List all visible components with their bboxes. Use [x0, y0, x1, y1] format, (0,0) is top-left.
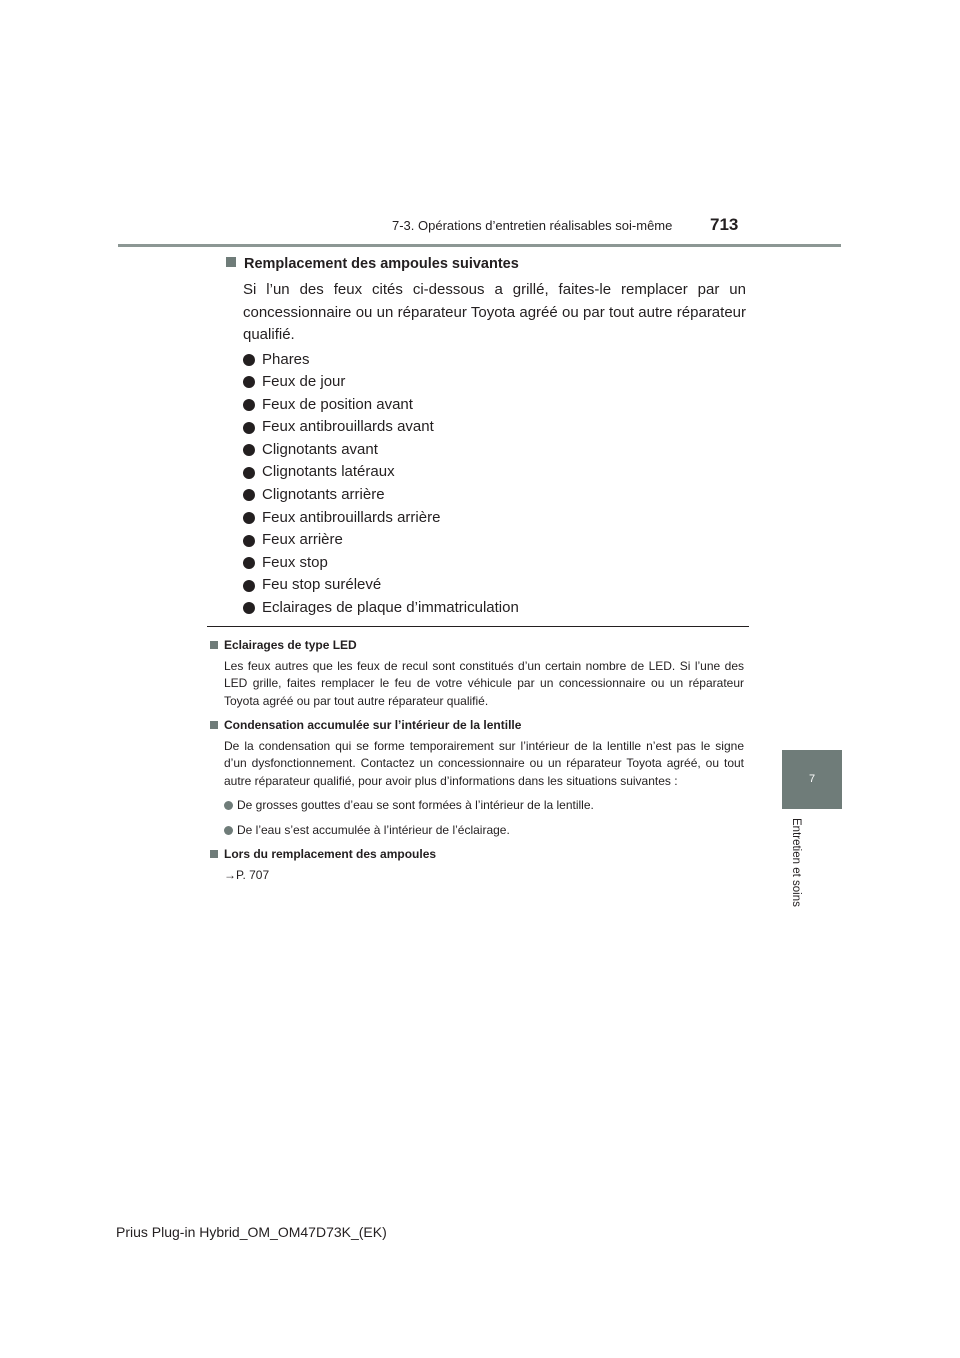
- note-heading-replacement: Lors du remplacement des ampoules: [210, 846, 744, 864]
- bullet-icon: [243, 376, 255, 388]
- header-section-title: 7-3. Opérations d’entretien réalisables soi-même: [392, 218, 673, 233]
- list-item: Feux antibrouillards arrière: [243, 507, 746, 530]
- page-number: 713: [710, 215, 739, 234]
- list-item: Feux de jour: [243, 371, 746, 394]
- list-item: Eclairages de plaque d’immatriculation: [243, 597, 746, 620]
- list-item: Feux arrière: [243, 529, 746, 552]
- bullet-icon: [243, 535, 255, 547]
- list-item: Feux de position avant: [243, 394, 746, 417]
- list-item: Feu stop surélevé: [243, 574, 746, 597]
- intro-paragraph: Si l’un des feux cités ci-dessous a grillé, faites-le remplacer par un concessionnaire ou un réparateur Toyota agréé ou par tout autre réparateur qualifié.: [243, 281, 746, 343]
- note-heading-led: Eclairages de type LED: [210, 637, 744, 655]
- square-bullet-icon: [210, 850, 218, 858]
- note-list-item: De grosses gouttes d’eau se sont formées à l’intérieur de la lentille.: [224, 797, 744, 815]
- note-body-condensation: De la condensation qui se forme temporairement sur l’intérieur de la lentille n’est pas le signe d’un dysfonctionnement. Contactez un concessionnaire ou un réparateur Toyota agréé, ou tout autre réparateur qualifié, pour avoir plus d’informations dans les situations suivantes :: [224, 738, 744, 788]
- main-section: [226, 254, 746, 620]
- section-divider: [207, 626, 749, 627]
- list-item: Feux stop: [243, 552, 746, 575]
- list-item: Feux antibrouillards avant: [243, 416, 746, 439]
- bullet-icon: [243, 444, 255, 456]
- bullet-icon: [243, 354, 255, 366]
- header-rule: [118, 244, 841, 247]
- page-reference-link[interactable]: →P. 707: [224, 867, 270, 882]
- section-heading: [226, 254, 746, 279]
- note-list-item: De l’eau s’est accumulée à l’intérieur de l’éclairage.: [224, 822, 744, 840]
- bullet-icon: [243, 512, 255, 524]
- bullet-icon: [243, 422, 255, 434]
- bullet-icon: [243, 580, 255, 592]
- chapter-tab: [782, 750, 842, 809]
- bulb-list: [243, 349, 746, 620]
- chapter-number: 7: [808, 773, 816, 785]
- bullet-icon: [243, 557, 255, 569]
- bullet-icon: [224, 826, 233, 835]
- bullet-icon: [243, 489, 255, 501]
- square-bullet-icon: [210, 721, 218, 729]
- bullet-icon: [243, 602, 255, 614]
- chapter-title: Entretien et soins: [790, 818, 802, 907]
- section-heading-text: Remplacement des ampoules suivantes: [244, 256, 519, 272]
- bullet-icon: [243, 399, 255, 411]
- list-item: Clignotants arrière: [243, 484, 746, 507]
- list-item: Clignotants latéraux: [243, 461, 746, 484]
- list-item: Phares: [243, 349, 746, 372]
- list-item: Clignotants avant: [243, 439, 746, 462]
- bullet-icon: [243, 467, 255, 479]
- bullet-icon: [224, 801, 233, 810]
- footer-model-code: Prius Plug-in Hybrid_OM_OM47D73K_(EK): [116, 1224, 387, 1240]
- note-body-led: Les feux autres que les feux de recul sont constitués d’un certain nombre de LED. Si l’une des LED grille, faites remplacer le feu de votre véhicule par un concessionnaire ou un réparateur Toyota agréé ou par tout autre réparateur qualifié.: [224, 658, 744, 708]
- notes-section: [210, 637, 744, 891]
- note-heading-condensation: Condensation accumulée sur l’intérieur de la lentille: [210, 717, 744, 735]
- square-bullet-icon: [226, 257, 236, 267]
- square-bullet-icon: [210, 641, 218, 649]
